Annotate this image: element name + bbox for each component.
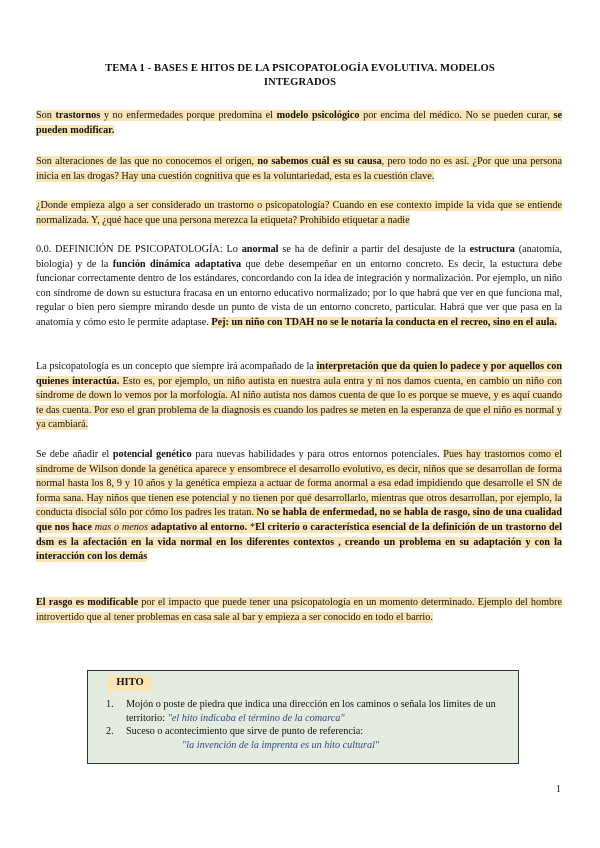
p6-italic-1: mas o menos <box>94 521 148 533</box>
title-line-2: INTEGRADOS <box>263 77 337 88</box>
p4-bold-3: función dinámica adaptativa <box>112 258 242 270</box>
p1-text-3: por encima del médico. No se pueden curar, <box>359 110 554 121</box>
p6-text-3: Pues hay trastornos como el síndrome de Wilson donde la genética aparece y ensombrece el desarrollo evolutivo, es decir, niños que se desarrollan de forma normal hasta los 8, 9 y 10 años y la genética empieza a actuar de forma anormal a esa edad impidiendo que desarrolle el SN de forma sana. Hay niños que tienen ese potencial y no tienen por qué desarrollarlo, mientras que otros desarrollan, por ejemplo, la conducta disocial sólo por cómo los padres les tratan. <box>36 449 563 519</box>
item-example-quote: "la invención de la imprenta es un hito cultural" <box>182 739 380 751</box>
hito-definition-list <box>106 698 506 752</box>
p1-bold-1: trastornos <box>55 110 101 121</box>
p4-text-4: que debe desempeñar en un entorno concreto. Es decir, la estuctura debe funcionar correctamente dentro de los estándares, concordando con la idea de integración y normalización. Por ejemplo, un niño con síndrome de down su estuctura fracasa en un entorno educativo normalizado; por lo que habrá que ver en que funciona mal, regular o bien pero siempre mirando desde un punto de vista de un entorno concreto, particular. Habrá que ver que pasa en la anatomía y cómo esto le permite adaptase. <box>36 258 562 328</box>
document-title <box>60 62 540 90</box>
item-text: Mojón o poste de piedra que indica una dirección en los caminos o señala los límites de un territorio: <box>126 699 496 724</box>
p7-bold-1: El rasgo es modificable <box>36 597 139 608</box>
p1-text-2: y no enfermedades porque predomina el <box>100 110 277 121</box>
item-number: 2. <box>106 726 114 738</box>
item-number: 1. <box>106 699 114 710</box>
paragraph-6 <box>36 448 562 565</box>
p6-text-4: * <box>247 521 256 533</box>
paragraph-1 <box>36 109 562 138</box>
hito-definition-item-2 <box>106 725 506 739</box>
p4-text-2: se ha de definir a partir del desajuste de la <box>278 244 470 255</box>
p3-text-1: ¿Donde empieza algo a ser considerado un trastorno o psicopatología? Cuando en ese contexto impide la vida que se entiende normalizada. Y, ¿qué hace que una persona merezca la etiqueta? Prohibido etiquetar a nadie <box>36 200 562 226</box>
p6-text-1: Se debe añadir el <box>36 449 113 460</box>
p4-bold-4: Pej: un niño con TDAH no se le notaría la conducta en el recreo, sino en el aula. <box>211 316 557 328</box>
hito-definition-box <box>87 670 519 764</box>
p7-text-1: por el impacto que puede tener una psicopatología en un momento determinado. Ejemplo del hombre introvertido que al tener problemas en casa sale al bar y empieza a ser conocido en todo el barrio. <box>36 597 563 623</box>
paragraph-5 <box>36 360 562 433</box>
p6-bold-3: adaptativo al entorno. <box>147 521 248 533</box>
p2-text-2: , pero todo no es así. ¿Por que una persona inicia en las drogas? Hay una cuestión cognitiva que es la voluntariedad, esta es la cuestión clave. <box>36 156 562 182</box>
paragraph-7 <box>36 596 562 625</box>
paragraph-2 <box>36 155 562 184</box>
p6-bold-4: El criterio o característica esencial de la definición de un trastorno del dsm es la afectación en la vida normal en los diferentes contextos , creando un problema en su adaptación y con la interacción con los demás <box>36 521 563 563</box>
p6-bold-1: potencial genético <box>112 449 192 460</box>
p2-text-1: Son alteraciones de las que no conocemos el origen, <box>36 156 258 167</box>
title-line-1: TEMA 1 - BASES E HITOS DE LA PSICOPATOLOGÍA EVOLUTIVA. MODELOS <box>105 63 495 74</box>
p4-bold-2: estructura <box>469 244 515 255</box>
p4-text-3: (anatomía, biología) y de la <box>36 244 563 270</box>
p6-bold-2: No se habla de enfermedad, no se habla de rasgo, sino de una cualidad que nos hace <box>36 507 562 533</box>
item-example-quote: "el hito indicaba el término de la comarca" <box>167 712 345 724</box>
hito-definition-item-1 <box>106 698 506 725</box>
paragraph-3 <box>36 199 562 228</box>
p5-text-2: Esto es, por ejemplo, un niño autista en nuestra aula entra y ni nos damos cuenta, en cambio un niño con síndrome de down lo vemos por la morfología. Al niño autista nos damos cuenta de que lo es porque se mueve, y es aquí cuando te das cuenta. Por eso el gran problema de la diagnosis es cuando los padres se meten en la esperanza de que el niño es normal y ya cambiará. <box>36 375 562 431</box>
p1-text-1: Son <box>36 110 56 121</box>
hito-heading: HITO <box>108 675 152 691</box>
p1-bold-3: se pueden modificar. <box>36 110 562 136</box>
item-text: Suceso o acontecimiento que sirve de punto de referencia: <box>126 726 364 738</box>
p5-text-1: La psicopatología es un concepto que siempre irá acompañado de la <box>36 361 317 372</box>
p6-text-2: para nuevas habilidades y para otros entornos potenciales. <box>191 449 444 460</box>
p5-bold-1: interpretación que da quien lo padece y por aquellos con quienes interactúa. <box>36 361 562 387</box>
p1-bold-2: modelo psicológico <box>276 110 360 121</box>
p4-text-1: 0.0. DEFINICIÓN DE PSICOPATOLOGÍA: Lo <box>36 244 242 255</box>
paragraph-4-definition <box>36 243 562 331</box>
p4-bold-1: anormal <box>241 244 279 255</box>
p2-bold-1: no sabemos cuál es su causa <box>257 156 382 167</box>
page-number: 1 <box>556 784 561 795</box>
